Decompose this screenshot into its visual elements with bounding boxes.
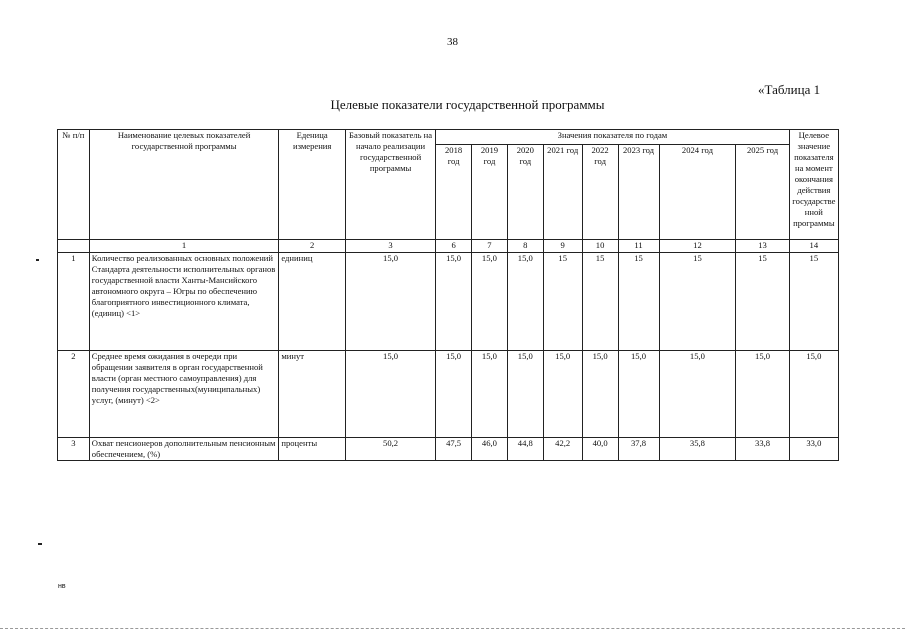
year-value: 15,0 xyxy=(436,253,472,351)
index-cell: 14 xyxy=(789,240,838,253)
index-cell: 10 xyxy=(582,240,618,253)
table-row xyxy=(58,253,839,351)
year-value: 42,2 xyxy=(543,438,582,461)
footer-mark: нв xyxy=(58,583,66,590)
indicator-unit: едниниц xyxy=(279,253,346,351)
year-value: 15,0 xyxy=(659,351,736,438)
year-value: 44,8 xyxy=(507,438,543,461)
header-years-group: Значения показателя по годам xyxy=(436,130,790,145)
year-value: 37,8 xyxy=(618,438,659,461)
header-num: № п/п xyxy=(58,130,90,240)
year-value: 40,0 xyxy=(582,438,618,461)
base-value: 15,0 xyxy=(345,253,435,351)
target-indicators-table xyxy=(57,129,839,461)
row-num: 1 xyxy=(58,253,90,351)
index-cell: 1 xyxy=(89,240,279,253)
year-value: 15,0 xyxy=(472,351,508,438)
table-label: «Таблица 1 xyxy=(758,82,821,97)
year-value: 47,5 xyxy=(436,438,472,461)
row-num: 2 xyxy=(58,351,90,438)
base-value: 50,2 xyxy=(345,438,435,461)
year-value: 15,0 xyxy=(472,253,508,351)
row-num: 3 xyxy=(58,438,90,461)
indicator-name: Количество реализованных основных положений Стандарта деятельности исполнительных органов государственной власти Ханты-Мансийского автономного округа – Югры по обеспечению благоприятного инвестиционного климата, (единиц) <1> xyxy=(89,253,279,351)
index-cell: 12 xyxy=(659,240,736,253)
base-value: 15,0 xyxy=(345,351,435,438)
table-row xyxy=(58,351,839,438)
index-cell: 2 xyxy=(279,240,346,253)
year-value: 35,8 xyxy=(659,438,736,461)
year-value: 15 xyxy=(659,253,736,351)
header-unit: Еденица измерения xyxy=(279,130,346,240)
year-value: 33,8 xyxy=(736,438,789,461)
header-year: 2022 год xyxy=(582,145,618,240)
header-year: 2019 год xyxy=(472,145,508,240)
year-value: 15 xyxy=(582,253,618,351)
year-value: 15,0 xyxy=(507,351,543,438)
page-bottom-edge xyxy=(0,628,905,629)
scan-speck xyxy=(36,259,39,261)
target-value: 33,0 xyxy=(789,438,838,461)
index-cell: 11 xyxy=(618,240,659,253)
year-value: 46,0 xyxy=(472,438,508,461)
indicator-unit: минут xyxy=(279,351,346,438)
document-title: Целевые показатели государственной программы xyxy=(330,97,605,112)
index-cell: 7 xyxy=(472,240,508,253)
header-year: 2024 год xyxy=(659,145,736,240)
header-year: 2020 год xyxy=(507,145,543,240)
year-value: 15,0 xyxy=(507,253,543,351)
header-base: Базовый показатель на начало реализации государственной программы xyxy=(345,130,435,240)
year-value: 15 xyxy=(736,253,789,351)
year-value: 15,0 xyxy=(436,351,472,438)
indicator-unit: проценты xyxy=(279,438,346,461)
index-cell: 3 xyxy=(345,240,435,253)
column-index-row xyxy=(58,240,839,253)
year-value: 15 xyxy=(618,253,659,351)
header-year: 2025 год xyxy=(736,145,789,240)
year-value: 15,0 xyxy=(618,351,659,438)
page-number: 38 xyxy=(447,36,458,48)
index-cell: 8 xyxy=(507,240,543,253)
index-cell: 6 xyxy=(436,240,472,253)
year-value: 15,0 xyxy=(543,351,582,438)
target-value: 15,0 xyxy=(789,351,838,438)
header-name: Наименование целевых показателей государственной программы xyxy=(89,130,279,240)
table-row xyxy=(58,438,839,461)
indicator-name: Охват пенсионеров дополнительным пенсионным обеспечением, (%) xyxy=(89,438,279,461)
indicator-name: Среднее время ожидания в очереди при обращении заявителя в орган государственной власти (орган местного самоуправления) для получения государственных(муниципальных) услуг, (минут) <2> xyxy=(89,351,279,438)
scan-speck xyxy=(38,543,42,545)
header-year: 2018 год xyxy=(436,145,472,240)
index-cell xyxy=(58,240,90,253)
header-year: 2021 год xyxy=(543,145,582,240)
year-value: 15 xyxy=(543,253,582,351)
target-value: 15 xyxy=(789,253,838,351)
header-year: 2023 год xyxy=(618,145,659,240)
year-value: 15,0 xyxy=(582,351,618,438)
index-cell: 13 xyxy=(736,240,789,253)
year-value: 15,0 xyxy=(736,351,789,438)
index-cell: 9 xyxy=(543,240,582,253)
header-target: Целевое значение показателя на момент окончания действия государстве нной программы xyxy=(789,130,838,240)
